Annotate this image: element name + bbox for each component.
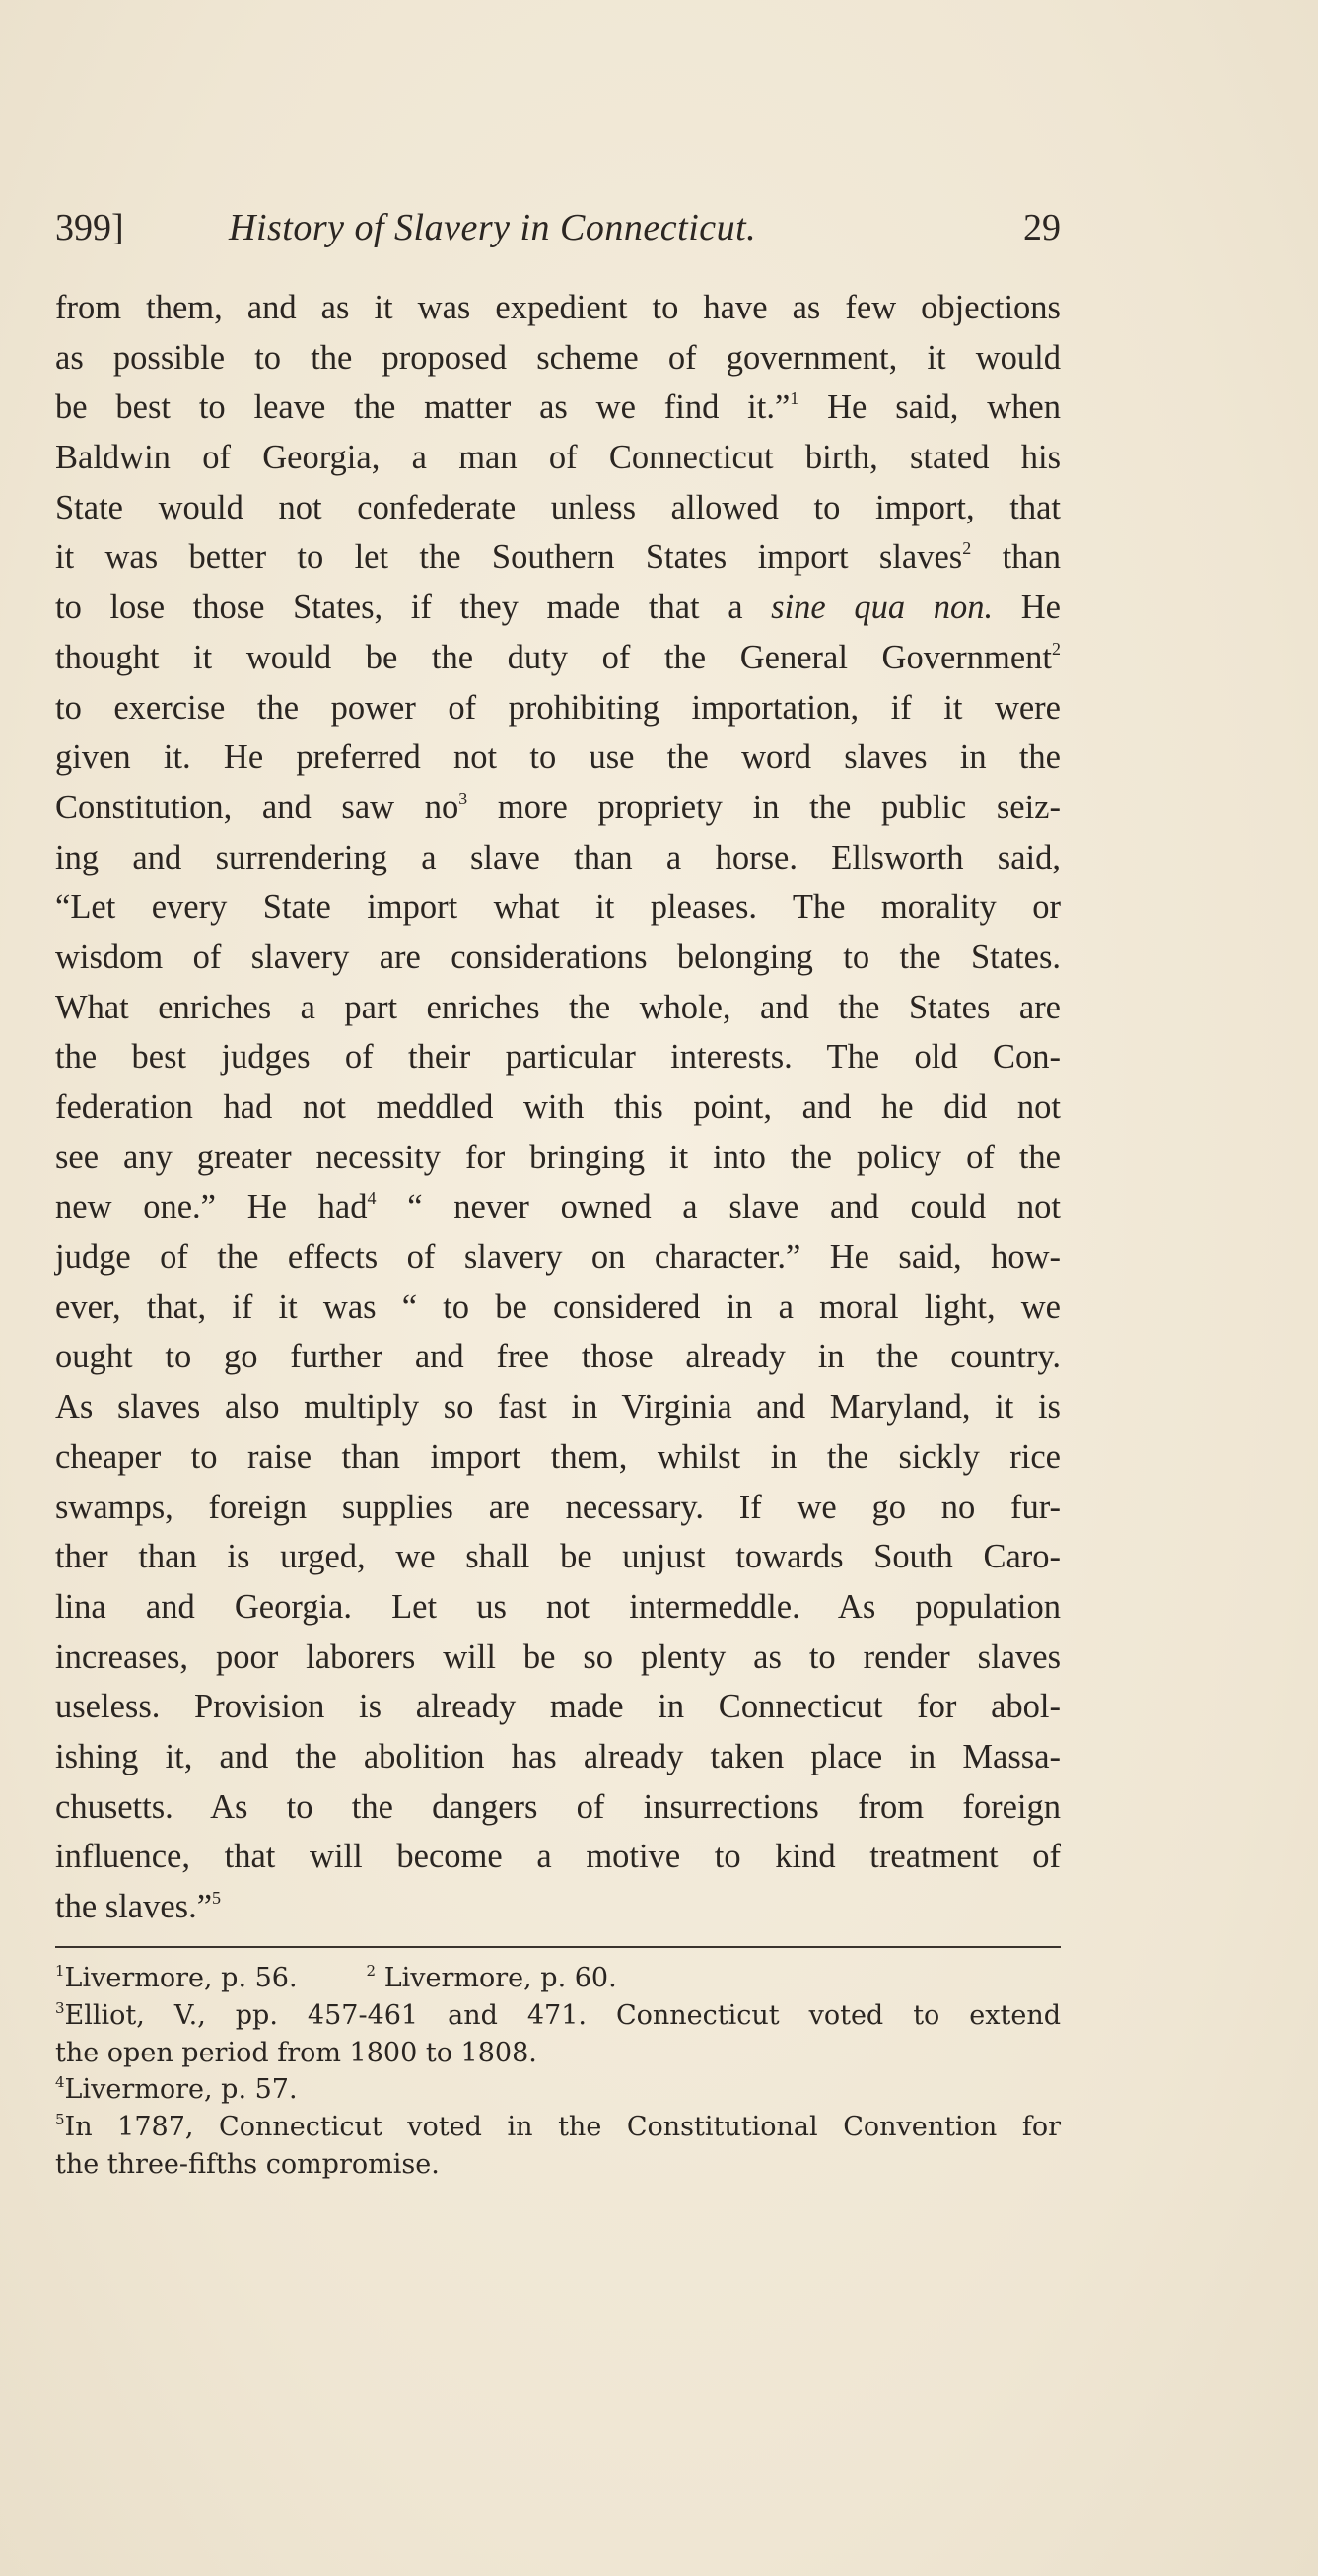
footnote-ref: 3 [458, 788, 468, 808]
text-line: influence, that will become a motive to kind treatment of [55, 1838, 1061, 1876]
header-title: History of Slavery in Connecticut. [229, 207, 757, 248]
text-line: the best judges of their particular interests. The old Con- [55, 1038, 1061, 1077]
text-line: Constitution, and saw $no^3$ more propriety in the public seiz- [55, 788, 1061, 826]
text-line: to exercise the power of prohibiting importation, if it were [55, 688, 1061, 727]
text-line: wisdom of slavery are considerations belonging to the States. [55, 938, 1061, 976]
text-line: swamps, foreign supplies are necessary. If we go no fur- [55, 1488, 1061, 1526]
text-line: it was better to let the Southern States import slaves$^2$ than [55, 538, 1061, 577]
text-line: new one.” He had$^4$ “ never owned a slave and could not [55, 1188, 1061, 1226]
text-line: see any greater necessity for bringing it into the policy of the [55, 1138, 1061, 1176]
text-line: from them, and as it was expedient to have as few objections [55, 289, 1061, 326]
running-head [55, 202, 1061, 253]
text-line: to lose those States, if they made that a sine qua non. He [55, 589, 1061, 627]
footnote: $^5$In 1787, Connecticut voted in the Constitutional Convention for [55, 2111, 1061, 2143]
footnote-ref: 4 [367, 1188, 377, 1209]
header-page-ref: 399] [55, 207, 124, 248]
text-line: be best to leave the matter as we find it.”$^1$ He said, when [55, 388, 1061, 427]
text-line: the slaves.”$^5$ [55, 1888, 222, 1925]
text-line: ing and surrendering a slave than a horse. Ellsworth said, [55, 838, 1061, 876]
footnote-ref: 1 [790, 388, 799, 409]
text-line: useless. Provision is already made in Connecticut for abol- [55, 1688, 1061, 1726]
text-line: As slaves also multiply so fast in Virginia and Maryland, it is [55, 1388, 1061, 1427]
footnote: $^4$Livermore, p. 57. [55, 2073, 298, 2106]
footnote-continuation: the open period from 1800 to 1808. [55, 2037, 537, 2068]
footnote-ref: 2 [1052, 638, 1061, 659]
text-line: given it. He preferred not to use the word slaves in the [55, 738, 1061, 777]
text-line: Baldwin of Georgia, a man of Connecticut birth, stated his [55, 439, 1061, 477]
text-line: thought it would be the duty of the General Government$^2$ [55, 638, 1061, 676]
text-line: increases, poor laborers will be so plenty as to render slaves [55, 1637, 1061, 1676]
text-line: What enriches a part enriches the whole, and the States are [55, 988, 1061, 1026]
footnote-ref: 5 [212, 1888, 222, 1908]
text-line: ever, that, if it was “ to be considered in a moral light, we [55, 1288, 1061, 1326]
footnote-continuation: the three-fifths compromise. [55, 2148, 440, 2180]
text-line: cheaper to raise than import them, whilst in the sickly rice [55, 1437, 1061, 1476]
body-text [55, 283, 1061, 1932]
text-line: “Let every State import what it pleases. The morality or [55, 888, 1061, 927]
text-line: ther than is urged, we shall be unjust towards South Caro- [55, 1538, 1061, 1576]
latin-phrase: sine qua non. [771, 589, 994, 627]
text-line: as possible to the proposed scheme of government, it would [55, 338, 1061, 377]
text-line: State would not confederate unless allowed to import, that [55, 488, 1061, 526]
page-number: 29 [1023, 207, 1061, 248]
footnote: $^3$Elliot, V., pp. 457-461 and 471. Connecticut voted to extend [55, 1998, 1061, 2031]
text-line: ishing it, and the abolition has already taken place in Massa- [55, 1737, 1061, 1775]
footnotes [55, 1960, 1061, 2184]
footnote-ref: 2 [962, 538, 972, 559]
text-line: federation had not meddled with this point, and he did not [55, 1088, 1061, 1126]
footnote: $^1$Livermore, p. 56. $^2$ Livermore, p. 60. [55, 1962, 617, 1993]
text-line: chusetts. As to the dangers of insurrections from foreign [55, 1787, 1061, 1826]
text-line: ought to go further and free those already in the country. [55, 1338, 1061, 1376]
footnote-divider [55, 1946, 1061, 1948]
text-line: lina and Georgia. Let us not intermeddle. As population [55, 1587, 1061, 1626]
text-line: judge of the effects of slavery on character.” He said, how- [55, 1238, 1061, 1277]
